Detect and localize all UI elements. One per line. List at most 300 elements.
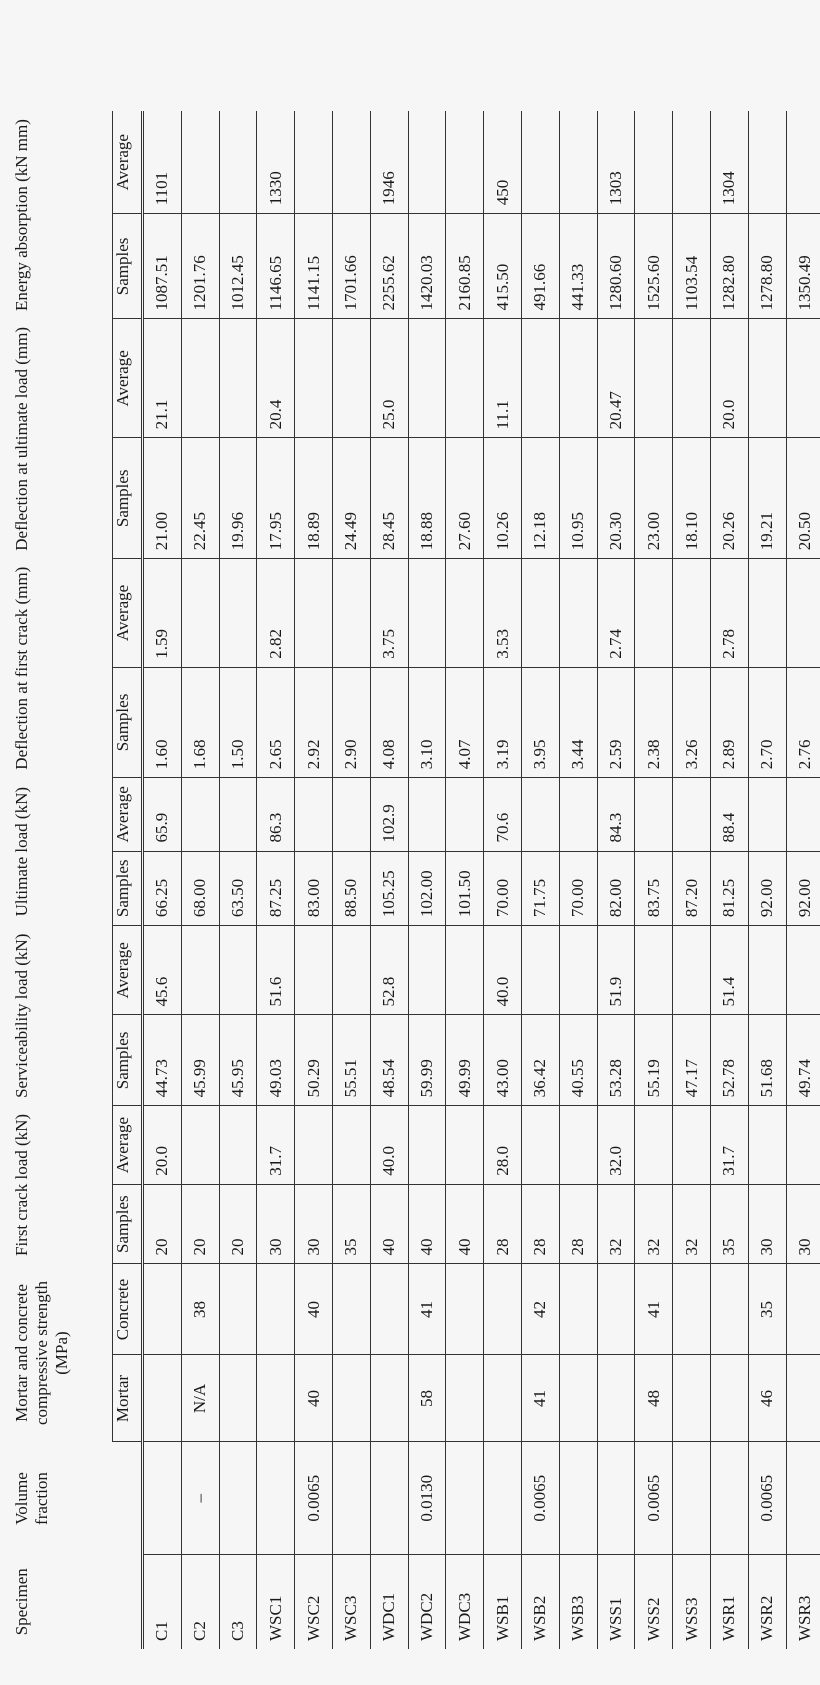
cell-concrete-strength [332, 1264, 370, 1355]
cell-energy-average [521, 111, 559, 214]
cell-energy-sample: 1103.54 [673, 214, 711, 319]
cell-serviceability-sample: 48.54 [370, 1015, 408, 1106]
table-row [408, 111, 446, 1649]
cell-deflection-ultimate-sample: 20.26 [710, 438, 748, 559]
cell-serviceability-average [748, 926, 786, 1015]
table-row [295, 111, 333, 1649]
cell-energy-sample: 1141.15 [295, 214, 333, 319]
cell-mortar-strength [446, 1355, 484, 1442]
table-row [332, 111, 370, 1649]
cell-concrete-strength [597, 1264, 635, 1355]
subheader-mortar: Mortar [113, 1355, 143, 1442]
cell-mortar-strength [484, 1355, 522, 1442]
cell-deflection-ultimate-average [786, 319, 820, 438]
header-volume-fraction: Volume fraction [12, 1472, 51, 1525]
cell-volume-fraction: 0.0065 [521, 1442, 559, 1555]
cell-first-crack-average [786, 1106, 820, 1184]
cell-ultimate-sample: 92.00 [748, 851, 786, 926]
cell-deflection-ultimate-average [219, 319, 257, 438]
cell-concrete-strength [710, 1264, 748, 1355]
cell-serviceability-average [446, 926, 484, 1015]
cell-ultimate-sample: 102.00 [408, 851, 446, 926]
cell-deflection-crack-sample: 1.50 [219, 667, 257, 777]
cell-deflection-crack-average: 3.53 [484, 559, 522, 668]
cell-energy-sample: 1525.60 [635, 214, 673, 319]
cell-ultimate-sample: 92.00 [786, 851, 820, 926]
subheader-serviceability-load-samples: Samples [113, 1015, 143, 1106]
cell-deflection-crack-sample: 1.68 [181, 667, 219, 777]
cell-concrete-strength [484, 1264, 522, 1355]
cell-deflection-ultimate-average [635, 319, 673, 438]
cell-deflection-crack-average: 3.75 [370, 559, 408, 668]
cell-energy-sample: 1282.80 [710, 214, 748, 319]
cell-deflection-crack-average [786, 559, 820, 668]
cell-ultimate-sample: 87.20 [673, 851, 711, 926]
cell-mortar-strength [257, 1355, 295, 1442]
cell-deflection-ultimate-sample: 27.60 [446, 438, 484, 559]
table-row [484, 111, 522, 1649]
cell-energy-average [408, 111, 446, 214]
cell-serviceability-sample: 49.03 [257, 1015, 295, 1106]
cell-deflection-ultimate-average [521, 319, 559, 438]
cell-ultimate-sample: 70.00 [484, 851, 522, 926]
cell-specimen: WSS2 [643, 1597, 663, 1641]
cell-serviceability-sample: 47.17 [673, 1015, 711, 1106]
cell-serviceability-sample: 59.99 [408, 1015, 446, 1106]
cell-deflection-crack-sample: 2.65 [257, 667, 295, 777]
cell-first-crack-average [332, 1106, 370, 1184]
cell-energy-average [219, 111, 257, 214]
cell-deflection-ultimate-average [748, 319, 786, 438]
cell-concrete-strength: 41 [408, 1264, 446, 1355]
cell-specimen: WSB1 [492, 1595, 512, 1641]
cell-deflection-ultimate-sample: 20.50 [786, 438, 820, 559]
cell-first-crack-sample: 32 [597, 1184, 635, 1264]
cell-first-crack-average [408, 1106, 446, 1184]
cell-concrete-strength: 40 [295, 1264, 333, 1355]
cell-energy-average: 1101 [143, 111, 182, 214]
cell-ultimate-sample: 66.25 [143, 851, 182, 926]
cell-specimen: WDC1 [379, 1592, 399, 1641]
cell-ultimate-sample: 101.50 [446, 851, 484, 926]
cell-mortar-strength [332, 1355, 370, 1442]
cell-concrete-strength [143, 1264, 182, 1355]
cell-ultimate-average [521, 778, 559, 851]
cell-first-crack-sample: 28 [559, 1184, 597, 1264]
cell-first-crack-average: 20.0 [143, 1106, 182, 1184]
cell-deflection-ultimate-sample: 24.49 [332, 438, 370, 559]
cell-energy-sample: 1201.76 [181, 214, 219, 319]
subheader-ultimate-load-average: Average [113, 778, 143, 851]
cell-serviceability-average [673, 926, 711, 1015]
cell-deflection-crack-sample: 3.10 [408, 667, 446, 777]
cell-energy-average: 1946 [370, 111, 408, 214]
cell-first-crack-average: 40.0 [370, 1106, 408, 1184]
cell-deflection-ultimate-average [446, 319, 484, 438]
cell-deflection-crack-average [181, 559, 219, 668]
table-row [219, 111, 257, 1649]
cell-deflection-crack-average [408, 559, 446, 668]
cell-deflection-ultimate-average: 20.4 [257, 319, 295, 438]
cell-specimen: WSR3 [794, 1595, 814, 1641]
cell-deflection-crack-average [635, 559, 673, 668]
table-row [446, 111, 484, 1649]
cell-first-crack-average [748, 1106, 786, 1184]
cell-deflection-crack-average [748, 559, 786, 668]
cell-deflection-ultimate-sample: 28.45 [370, 438, 408, 559]
cell-ultimate-average [446, 778, 484, 851]
cell-first-crack-average: 31.7 [257, 1106, 295, 1184]
cell-ultimate-average [295, 778, 333, 851]
cell-mortar-strength [559, 1355, 597, 1442]
cell-deflection-crack-sample: 4.08 [370, 667, 408, 777]
cell-first-crack-average [521, 1106, 559, 1184]
cell-specimen: WDC3 [454, 1592, 474, 1641]
cell-volume-fraction [332, 1442, 370, 1555]
cell-deflection-crack-sample: 3.26 [673, 667, 711, 777]
cell-specimen: C2 [190, 1621, 210, 1641]
cell-mortar-strength: 40 [295, 1355, 333, 1442]
cell-energy-sample: 441.33 [559, 214, 597, 319]
cell-volume-fraction [673, 1442, 711, 1555]
cell-serviceability-average [559, 926, 597, 1015]
cell-concrete-strength [673, 1264, 711, 1355]
cell-specimen: WSS3 [681, 1597, 701, 1641]
cell-first-crack-sample: 40 [408, 1184, 446, 1264]
cell-energy-sample: 2160.85 [446, 214, 484, 319]
cell-volume-fraction [710, 1442, 748, 1555]
cell-energy-average [786, 111, 820, 214]
cell-deflection-ultimate-average: 20.47 [597, 319, 635, 438]
cell-deflection-crack-sample: 2.92 [295, 667, 333, 777]
cell-energy-sample: 1087.51 [143, 214, 182, 319]
cell-volume-fraction [484, 1442, 522, 1555]
table-row [143, 111, 182, 1649]
cell-energy-sample: 1280.60 [597, 214, 635, 319]
cell-ultimate-sample: 81.25 [710, 851, 748, 926]
cell-mortar-strength [710, 1355, 748, 1442]
cell-deflection-crack-average [446, 559, 484, 668]
cell-ultimate-average [408, 778, 446, 851]
subheader-first-crack-load-average: Average [113, 1106, 143, 1184]
subheader-concrete: Concrete [113, 1264, 143, 1355]
cell-deflection-ultimate-average: 25.0 [370, 319, 408, 438]
cell-deflection-crack-sample: 2.59 [597, 667, 635, 777]
cell-ultimate-sample: 87.25 [257, 851, 295, 926]
cell-mortar-strength: N/A [181, 1355, 219, 1442]
table-row [748, 111, 786, 1649]
subheader-deflection-first-crack-average: Average [113, 559, 143, 668]
cell-first-crack-average [559, 1106, 597, 1184]
table-row [635, 111, 673, 1649]
cell-first-crack-sample: 28 [484, 1184, 522, 1264]
cell-energy-sample: 1146.65 [257, 214, 295, 319]
cell-first-crack-average [181, 1106, 219, 1184]
cell-deflection-ultimate-sample: 18.89 [295, 438, 333, 559]
cell-deflection-ultimate-sample: 23.00 [635, 438, 673, 559]
table-row [521, 111, 559, 1649]
cell-mortar-strength [143, 1355, 182, 1442]
cell-deflection-ultimate-average [181, 319, 219, 438]
cell-serviceability-average [635, 926, 673, 1015]
cell-energy-average [295, 111, 333, 214]
subheader-serviceability-load-average: Average [113, 926, 143, 1015]
cell-serviceability-average [786, 926, 820, 1015]
cell-ultimate-average [559, 778, 597, 851]
cell-deflection-crack-sample: 4.07 [446, 667, 484, 777]
cell-ultimate-sample: 105.25 [370, 851, 408, 926]
cell-energy-sample: 1701.66 [332, 214, 370, 319]
cell-energy-average [332, 111, 370, 214]
cell-mortar-strength [219, 1355, 257, 1442]
cell-concrete-strength: 41 [635, 1264, 673, 1355]
cell-serviceability-sample: 43.00 [484, 1015, 522, 1106]
cell-serviceability-average [219, 926, 257, 1015]
cell-ultimate-sample: 82.00 [597, 851, 635, 926]
cell-serviceability-average [521, 926, 559, 1015]
cell-specimen: WSR2 [757, 1595, 777, 1641]
cell-energy-average [446, 111, 484, 214]
cell-deflection-ultimate-sample: 22.45 [181, 438, 219, 559]
cell-ultimate-average [786, 778, 820, 851]
cell-deflection-crack-average: 2.78 [710, 559, 748, 668]
cell-energy-average [181, 111, 219, 214]
cell-deflection-ultimate-sample: 10.95 [559, 438, 597, 559]
cell-deflection-crack-sample: 2.76 [786, 667, 820, 777]
cell-concrete-strength [257, 1264, 295, 1355]
cell-serviceability-average: 52.8 [370, 926, 408, 1015]
cell-first-crack-sample: 35 [710, 1184, 748, 1264]
cell-volume-fraction: – [181, 1442, 219, 1555]
cell-energy-average: 1330 [257, 111, 295, 214]
cell-mortar-strength: 58 [408, 1355, 446, 1442]
cell-first-crack-average [673, 1106, 711, 1184]
cell-first-crack-average: 31.7 [710, 1106, 748, 1184]
cell-deflection-crack-sample: 1.60 [143, 667, 182, 777]
cell-serviceability-average: 51.9 [597, 926, 635, 1015]
cell-serviceability-sample: 44.73 [143, 1015, 182, 1106]
cell-specimen: WSC3 [341, 1595, 361, 1641]
cell-ultimate-average: 84.3 [597, 778, 635, 851]
cell-first-crack-average: 28.0 [484, 1106, 522, 1184]
cell-serviceability-sample: 51.68 [748, 1015, 786, 1106]
cell-ultimate-average [635, 778, 673, 851]
cell-energy-sample: 1278.80 [748, 214, 786, 319]
cell-volume-fraction [446, 1442, 484, 1555]
cell-deflection-crack-average: 2.74 [597, 559, 635, 668]
cell-serviceability-average: 45.6 [143, 926, 182, 1015]
cell-energy-sample: 1350.49 [786, 214, 820, 319]
cell-serviceability-average: 51.4 [710, 926, 748, 1015]
cell-volume-fraction [597, 1442, 635, 1555]
cell-specimen: WSR1 [719, 1595, 739, 1641]
cell-ultimate-average: 70.6 [484, 778, 522, 851]
table-row [597, 111, 635, 1649]
cell-deflection-crack-average [673, 559, 711, 668]
cell-first-crack-sample: 32 [635, 1184, 673, 1264]
header-specimen: Specimen [12, 1568, 31, 1636]
subheader-energy-absorption-samples: Samples [113, 214, 143, 319]
cell-first-crack-sample: 32 [673, 1184, 711, 1264]
cell-first-crack-sample: 20 [181, 1184, 219, 1264]
cell-deflection-crack-average [521, 559, 559, 668]
table-row [786, 111, 820, 1649]
cell-serviceability-average: 51.6 [257, 926, 295, 1015]
cell-deflection-ultimate-average: 11.1 [484, 319, 522, 438]
cell-energy-average [635, 111, 673, 214]
subheader-ultimate-load-samples: Samples [113, 851, 143, 926]
cell-deflection-ultimate-average [673, 319, 711, 438]
cell-energy-average [748, 111, 786, 214]
cell-energy-sample: 2255.62 [370, 214, 408, 319]
cell-deflection-ultimate-sample: 12.18 [521, 438, 559, 559]
cell-ultimate-sample: 83.75 [635, 851, 673, 926]
header-deflection-ultimate: Deflection at ultimate load (mm) [10, 319, 113, 559]
cell-deflection-ultimate-average [559, 319, 597, 438]
cell-first-crack-sample: 30 [748, 1184, 786, 1264]
cell-deflection-crack-average [559, 559, 597, 668]
cell-serviceability-average [332, 926, 370, 1015]
cell-ultimate-average: 86.3 [257, 778, 295, 851]
cell-serviceability-average [408, 926, 446, 1015]
cell-energy-average [559, 111, 597, 214]
cell-deflection-ultimate-sample: 10.26 [484, 438, 522, 559]
cell-deflection-crack-sample: 3.19 [484, 667, 522, 777]
cell-serviceability-sample: 55.51 [332, 1015, 370, 1106]
cell-ultimate-average [748, 778, 786, 851]
cell-deflection-crack-sample: 2.38 [635, 667, 673, 777]
cell-concrete-strength [559, 1264, 597, 1355]
cell-deflection-ultimate-sample: 21.00 [143, 438, 182, 559]
cell-first-crack-sample: 30 [257, 1184, 295, 1264]
cell-deflection-ultimate-sample: 17.95 [257, 438, 295, 559]
cell-concrete-strength: 35 [748, 1264, 786, 1355]
cell-deflection-crack-sample: 3.95 [521, 667, 559, 777]
table-row [257, 111, 295, 1649]
header-energy-absorption: Energy absorption (kN mm) [10, 111, 113, 319]
cell-specimen: WSB2 [530, 1595, 550, 1641]
cell-ultimate-sample: 88.50 [332, 851, 370, 926]
cell-deflection-crack-sample: 2.90 [332, 667, 370, 777]
cell-deflection-ultimate-average: 20.0 [710, 319, 748, 438]
cell-serviceability-sample: 45.99 [181, 1015, 219, 1106]
cell-ultimate-average: 102.9 [370, 778, 408, 851]
cell-energy-average: 1303 [597, 111, 635, 214]
cell-specimen: C1 [152, 1621, 172, 1641]
cell-mortar-strength [370, 1355, 408, 1442]
cell-serviceability-sample: 49.99 [446, 1015, 484, 1106]
cell-deflection-crack-average [219, 559, 257, 668]
cell-first-crack-sample: 20 [219, 1184, 257, 1264]
cell-first-crack-average [295, 1106, 333, 1184]
cell-energy-sample: 491.66 [521, 214, 559, 319]
cell-ultimate-sample: 68.00 [181, 851, 219, 926]
header-ultimate-load: Ultimate load (kN) [10, 778, 113, 926]
cell-first-crack-average [446, 1106, 484, 1184]
cell-concrete-strength [370, 1264, 408, 1355]
cell-energy-average: 1304 [710, 111, 748, 214]
cell-deflection-ultimate-average [332, 319, 370, 438]
header-deflection-first-crack: Deflection at first crack (mm) [10, 559, 113, 778]
cell-specimen: WSB3 [568, 1595, 588, 1641]
cell-first-crack-sample: 30 [786, 1184, 820, 1264]
cell-first-crack-sample: 20 [143, 1184, 182, 1264]
cell-ultimate-average [673, 778, 711, 851]
cell-first-crack-sample: 35 [332, 1184, 370, 1264]
cell-ultimate-average: 88.4 [710, 778, 748, 851]
cell-first-crack-average [219, 1106, 257, 1184]
cell-specimen: WSC1 [265, 1595, 285, 1641]
table-row [370, 111, 408, 1649]
cell-energy-sample: 1012.45 [219, 214, 257, 319]
cell-concrete-strength: 42 [521, 1264, 559, 1355]
cell-serviceability-sample: 52.78 [710, 1015, 748, 1106]
cell-deflection-ultimate-average [295, 319, 333, 438]
cell-first-crack-average [635, 1106, 673, 1184]
cell-deflection-crack-average [332, 559, 370, 668]
cell-ultimate-sample: 70.00 [559, 851, 597, 926]
cell-deflection-ultimate-sample: 19.96 [219, 438, 257, 559]
cell-concrete-strength [219, 1264, 257, 1355]
cell-mortar-strength: 48 [635, 1355, 673, 1442]
cell-mortar-strength [597, 1355, 635, 1442]
cell-deflection-ultimate-sample: 20.30 [597, 438, 635, 559]
cell-concrete-strength: 38 [181, 1264, 219, 1355]
cell-deflection-crack-sample: 3.44 [559, 667, 597, 777]
cell-concrete-strength [786, 1264, 820, 1355]
subheader-first-crack-load-samples: Samples [113, 1184, 143, 1264]
cell-deflection-crack-average: 1.59 [143, 559, 182, 668]
cell-volume-fraction: 0.0130 [408, 1442, 446, 1555]
cell-ultimate-average [219, 778, 257, 851]
cell-serviceability-sample: 36.42 [521, 1015, 559, 1106]
cell-deflection-ultimate-sample: 18.10 [673, 438, 711, 559]
cell-deflection-ultimate-average: 21.1 [143, 319, 182, 438]
table-row [181, 111, 219, 1649]
cell-serviceability-sample: 49.74 [786, 1015, 820, 1106]
cell-deflection-ultimate-average [408, 319, 446, 438]
cell-volume-fraction [257, 1442, 295, 1555]
cell-volume-fraction [370, 1442, 408, 1555]
cell-energy-sample: 1420.03 [408, 214, 446, 319]
cell-volume-fraction [143, 1442, 182, 1555]
cell-ultimate-average [181, 778, 219, 851]
cell-ultimate-sample: 83.00 [295, 851, 333, 926]
subheader-deflection-first-crack-samples: Samples [113, 667, 143, 777]
cell-serviceability-sample: 50.29 [295, 1015, 333, 1106]
cell-serviceability-average [295, 926, 333, 1015]
cell-ultimate-sample: 63.50 [219, 851, 257, 926]
cell-concrete-strength [446, 1264, 484, 1355]
header-first-crack-load: First crack load (kN) [10, 1106, 113, 1264]
header-serviceability-load: Serviceability load (kN) [10, 926, 113, 1106]
cell-energy-average [673, 111, 711, 214]
cell-deflection-ultimate-sample: 19.21 [748, 438, 786, 559]
cell-deflection-crack-average: 2.82 [257, 559, 295, 668]
cell-first-crack-sample: 40 [370, 1184, 408, 1264]
cell-serviceability-average [181, 926, 219, 1015]
cell-serviceability-sample: 45.95 [219, 1015, 257, 1106]
cell-volume-fraction: 0.0065 [635, 1442, 673, 1555]
subheader-deflection-ultimate-average: Average [113, 319, 143, 438]
cell-ultimate-average [332, 778, 370, 851]
subheader-energy-absorption-average: Average [113, 111, 143, 214]
cell-volume-fraction: 0.0065 [295, 1442, 333, 1555]
cell-deflection-crack-average [295, 559, 333, 668]
cell-serviceability-sample: 53.28 [597, 1015, 635, 1106]
cell-first-crack-sample: 40 [446, 1184, 484, 1264]
cell-deflection-crack-sample: 2.89 [710, 667, 748, 777]
